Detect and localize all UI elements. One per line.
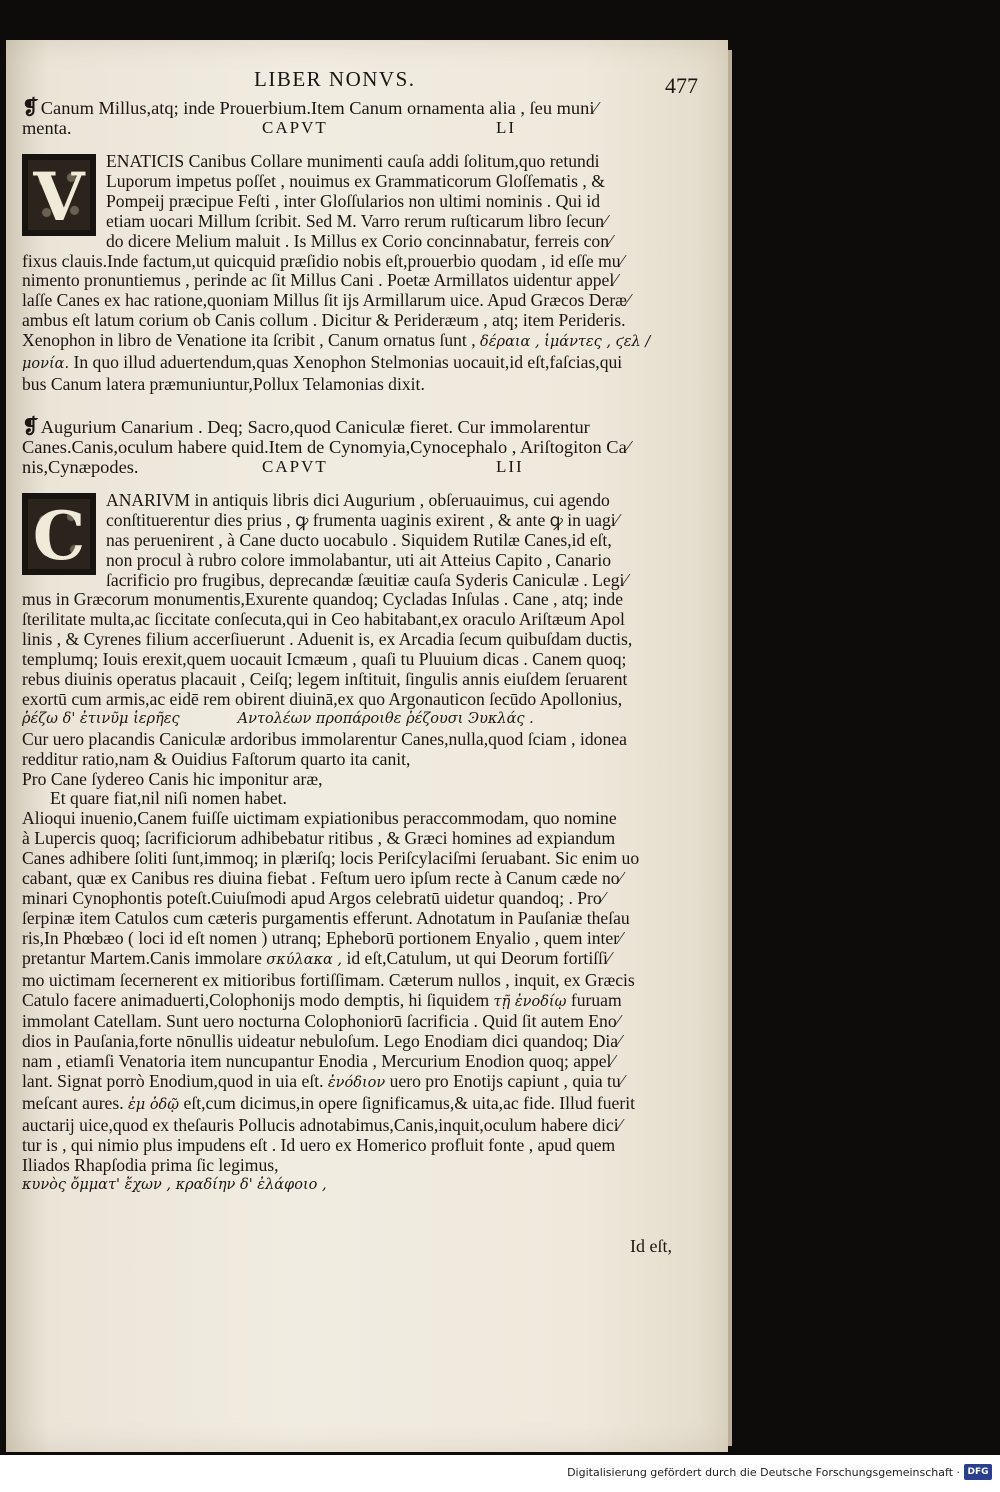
text-line: à Lupercis quoq; ſacrificiorum adhibebatur ritibus , & Græci homines ad expiandum (22, 828, 616, 849)
text-line: do dicere Melium maluit . Is Millus ex Corio concinnabatur, ferreis con⁄ (106, 230, 612, 251)
text-line: immolant Catellam. Sunt uero nocturna Colophoniorū ſacrificia . Quid ſit autem Eno⁄ (22, 1011, 620, 1032)
rubric-line: ❡ Augurium Canarium . Deq; Sacro,quod Caniculæ fieret. Cur immolarentur (22, 415, 590, 438)
caput-label: CAPVT (262, 456, 328, 476)
rubric-line: menta. CAPVT LI (22, 118, 517, 138)
text-line: ſerpinæ item Catulos cum cæteris purgamentis efferunt. Adnotatum in Pauſaniæ theſau (22, 907, 630, 928)
text-line: cabant, quæ ex Canibus res diuina fiebat . Feſtum uero ipſum recte à Canum cæde no⁄ (22, 868, 623, 889)
paragraph-mark-icon: ❡ (22, 415, 39, 438)
text-line: fixus clauis.Inde factum,ut quicquid præſidio nobis eſt,prouerbio quodam , id eſſe mu⁄ (22, 250, 624, 271)
rubric-line: nis,Cynæpodes. CAPVT LII (22, 456, 524, 477)
text-line: non procul à rubro colore immolabantur, uti ait Atteius Capito , Canario (106, 549, 612, 570)
greek-verse: κυνὸς ὄμματ' ἔχων , κραδίην δ' ἐλάφοιο , (22, 1176, 327, 1193)
greek-phrase: ἐμ ὁδῷ (128, 1097, 180, 1114)
text-line: μονία. In quo illud aduertendum,quas Xenophon Stelmonias uocauit,id eſt,faſcias,qui (22, 352, 623, 373)
text-line: mus in Græcorum monumentis,Exurente quandoq; Cycladas Inſulas . Cane , atq; inde (22, 589, 624, 610)
text-line: nas peruenirent , à Cane ducto uocabulo . Siquidem Rutilæ Canes,id eſt, (106, 529, 612, 550)
chapter-number: LI (496, 118, 517, 137)
text-line: lant. Signat porrò Enodium,quod in uia eſt. ἐνόδιον uero pro Enotijs capiunt , quia tu⁄ (22, 1071, 624, 1092)
greek-phrase: μονία. (22, 356, 70, 373)
chapter-52-body (22, 491, 690, 1196)
text-line: conſtituerentur dies prius , ꝙ frumenta uaginis exirent , & ante ꝙ in uagi⁄ (106, 509, 619, 530)
greek-phrase: τῇ ἐνοδίῳ (493, 993, 567, 1010)
chapter-number: LII (496, 456, 524, 476)
greek-phrase: σκύλακα , (266, 951, 343, 968)
text-line: redditur ratio,nam & Ouidius Faſtorum quarto ita canit, (22, 748, 411, 769)
text-line: templumq; Iouis erexit,quem uocauit Icmæum , quaſi tu Pluuium dicas . Canem quoq; (22, 649, 627, 670)
verse-line: Pro Cane ſydereo Canis hic imponitur aræ, (22, 768, 323, 789)
text-line: Catulo facere animaduerti,Colophonijs modo demptis, hi ſiquidem τῇ ἐνοδίῳ furuam (22, 989, 622, 1010)
text-line: ſacrificio pro frugibus, deprecandæ ſæuitiæ cauſa Syderis Caniculæ . Legi⁄ (106, 569, 628, 590)
text-line: etiam uocari Millum ſcribit. Sed M. Varro rerum ruſticarum libro ſecun⁄ (106, 210, 607, 231)
footer-bar (0, 1455, 1000, 1492)
text-line: dios in Pauſania,forte nōnullis uideatur nebuloſum. Lego Enodiam dici quandoq; Dia⁄ (22, 1031, 622, 1052)
text-line: ſterilitate multa,ac ſiccitate conſecuta,qui in Ceo habitabant,ex oraculo Ariſtæum Apol (22, 609, 625, 630)
paragraph-mark-icon: ❡ (22, 97, 39, 119)
running-head (22, 64, 698, 98)
text-line: meſcant aures. ἐμ ὁδῷ eſt,cum dicimus,in opere ſignificamus,& uita,ac fide. Illud fuerit (22, 1093, 635, 1114)
page-text (22, 64, 698, 1196)
dfg-logo-icon: DFG (964, 1464, 992, 1480)
text-line: Alioqui inuenio,Canem fuiſſe uictimam expiationibus peraccommodam, quo nomine (22, 808, 617, 829)
text-line: mo uictimam ſecernerent ex mitioribus fortiſſimam. Cæterum nullos , inquit, ex Græcis (22, 969, 635, 990)
initial-letter: V (33, 158, 85, 236)
initial-letter: C (32, 496, 86, 575)
text-line: Luporum impetus poſſet , nouimus ex Grammaticorum Gloſſematis , & (106, 170, 605, 191)
greek-phrase: δέραια , ἱμάντες , ϛελ / (480, 334, 651, 351)
rubric-line: Canes.Canis,oculum habere quid.Item de Cynomyia,Cynocephalo , Ariſtogiton Ca⁄ (22, 436, 630, 457)
chapter-51-rubric (22, 98, 690, 138)
running-title: LIBER NONVS. (254, 67, 416, 91)
text-line: ambus eſt latum corium ob Canis collum . Dicitur & Perideræum , atq; item Perideris. (22, 310, 626, 331)
text-line: auctarij uice,quod ex theſauris Pollucis adnotabimus,Canis,inquit,oculum habere dici⁄ (22, 1114, 622, 1135)
text-line: ANARIVM in antiquis libris dici Augurium , obſeruauimus, cui agendo (106, 489, 610, 510)
decorated-initial-v (22, 154, 96, 236)
verse-line: Et quare fiat,nil niſi nomen habet. (50, 788, 287, 809)
text-line: tur is , qui nimio plus impudens eſt . Id uero ex Homerico profluit fonte , apud quem (22, 1134, 616, 1155)
catchword: Id eſt, (630, 1236, 672, 1256)
text-line: Xenophon in libro de Venatione ita ſcribit , Canum ornatus ſunt , δέραια , ἱμάντες , ϛελ / (22, 330, 651, 351)
text-line: Pompeij præcipue Feſti , inter Gloſſularios non ultimi nominis . Qui id (106, 190, 601, 211)
page-edge (728, 50, 732, 1446)
text-line: Canes adhibere ſoliti ſunt,immoq; in plæriſq; locis Periſcylaciſmi ſeruabant. Sic enim uo (22, 848, 640, 869)
folio-number: 477 (665, 73, 698, 98)
chapter-51-body (22, 152, 690, 395)
text-line: ris,In Phœbæo ( loci id eſt nomen ) utranq; Epheborū portionem Enyalio , quem inter⁄ (22, 927, 623, 948)
text-line: minari Cynophontis poteſt.Cuiuſmodi apud Argos celebratū uidetur quandoq; . Pro⁄ (22, 888, 605, 908)
decorated-initial-c (22, 493, 96, 575)
chapter-52-rubric (22, 417, 690, 477)
text-line: exortū cum armis,ac eidē rem obirent diuinā,ex quo Argonauticon ſecūdo Apollonius, (22, 688, 623, 709)
text-line: ENATICIS Canibus Collare munimenti cauſa addi ſolitum,quo retundi (106, 151, 600, 171)
text-line: bus Canum latera præmuniuntur,Pollux Telamonias dixit. (22, 373, 425, 394)
text-line: linis , & Cyrenes filium accerſiuerunt . Aduenit is, ex Arcadia ſecum quibuſdam ductis, (22, 629, 633, 650)
text-line: Iliados Rhapſodia prima ſic legimus, (22, 1154, 279, 1175)
text-line: nimento pronuntiemus , perinde ac ſit Millus Cani . Poetæ Armillatos uidentur appel⁄ (22, 270, 618, 291)
text-line: rebus diuinis operatus placauit , Ceiſq; legem inſtituit, ſingulis annis eiuſdem ſeruarent (22, 669, 628, 690)
text-line: laſſe Canes ex hac ratione,quoniam Millus ſit ijs Armillarum uice. Apud Græcos Deræ⁄ (22, 290, 630, 311)
greek-phrase: ἐνόδιον (327, 1075, 386, 1092)
rubric-line: ❡ Canum Millus,atq; inde Prouerbium.Item Canum ornamenta alia , ſeu muni⁄ (22, 97, 598, 119)
caput-label: CAPVT (262, 118, 328, 137)
text-line: pretantur Martem.Canis immolare σκύλακα , id eſt,Catulum, ut qui Deorum fortiſſi⁄ (22, 947, 611, 968)
footer-credit: Digitalisierung gefördert durch die Deutsche Forschungsgemeinschaft · (567, 1466, 960, 1479)
text-line: nam , etiamſi Venatoria item nuncupantur Enodia , Mercurium Enodion quoq; appel⁄ (22, 1051, 615, 1072)
text-line: Cur uero placandis Caniculæ ardoribus immolarentur Canes,nulla,quod ſciam , idonea (22, 728, 627, 749)
greek-verse: ῥέζω δ' ἐτινῦμ ἱερῆες Αντολέων προπάροιθε ῥέζουσι Ͽυκλάς . (22, 710, 534, 727)
